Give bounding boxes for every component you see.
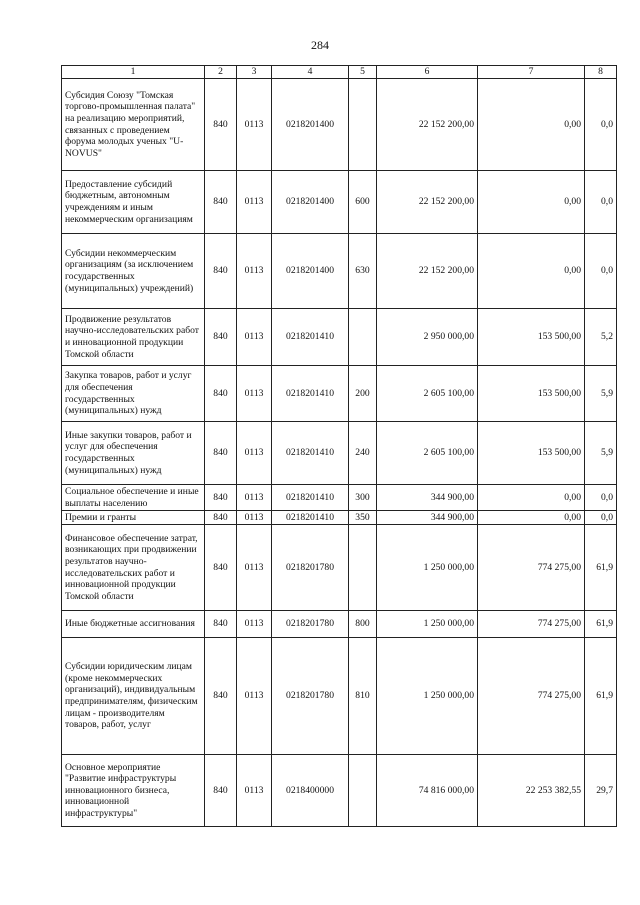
cell-actual-amount: 774 275,00 [478, 525, 585, 611]
cell-percent: 0,0 [585, 171, 617, 234]
row-name: Продвижение результатов научно-исследовательских работ и инновационной продукции Томской области [62, 309, 205, 366]
table-row [62, 366, 617, 422]
cell-percent: 61,9 [585, 611, 617, 638]
row-name: Основное мероприятие "Развитие инфраструктуры инновационного бизнеса, инновационной инфраструктуры" [62, 755, 205, 827]
cell-section: 0113 [237, 422, 272, 485]
table-row [62, 422, 617, 485]
cell-actual-amount: 0,00 [478, 511, 585, 525]
cell-section: 0113 [237, 511, 272, 525]
cell-section: 0113 [237, 309, 272, 366]
cell-percent: 0,0 [585, 234, 617, 309]
row-name: Субсидии юридическим лицам (кроме некоммерческих организаций), индивидуальным предпринимателям, физическим лицам - производителям товаров, работ, услуг [62, 638, 205, 755]
cell-actual-amount: 0,00 [478, 234, 585, 309]
cell-target-article: 0218201400 [272, 79, 349, 171]
cell-percent: 61,9 [585, 638, 617, 755]
cell-ministry: 840 [205, 79, 237, 171]
cell-section: 0113 [237, 525, 272, 611]
cell-expense-type [349, 79, 377, 171]
cell-plan-amount: 344 900,00 [377, 511, 478, 525]
cell-ministry: 840 [205, 485, 237, 511]
cell-ministry: 840 [205, 171, 237, 234]
cell-actual-amount: 153 500,00 [478, 422, 585, 485]
cell-expense-type [349, 755, 377, 827]
cell-ministry: 840 [205, 755, 237, 827]
cell-target-article: 0218400000 [272, 755, 349, 827]
cell-expense-type [349, 525, 377, 611]
cell-actual-amount: 0,00 [478, 79, 585, 171]
page-number: 284 [311, 38, 329, 52]
row-name: Иные бюджетные ассигнования [62, 611, 205, 638]
cell-actual-amount: 0,00 [478, 485, 585, 511]
cell-section: 0113 [237, 638, 272, 755]
table-row [62, 485, 617, 511]
cell-plan-amount: 22 152 200,00 [377, 171, 478, 234]
table-row [62, 611, 617, 638]
cell-expense-type: 800 [349, 611, 377, 638]
column-header-2: 2 [205, 66, 237, 79]
table-row [62, 309, 617, 366]
cell-target-article: 0218201410 [272, 366, 349, 422]
column-header-8: 8 [585, 66, 617, 79]
cell-expense-type: 300 [349, 485, 377, 511]
row-name: Премии и гранты [62, 511, 205, 525]
budget-table [61, 65, 617, 827]
cell-section: 0113 [237, 234, 272, 309]
cell-actual-amount: 153 500,00 [478, 366, 585, 422]
cell-expense-type: 350 [349, 511, 377, 525]
table-row [62, 171, 617, 234]
table-row [62, 638, 617, 755]
cell-percent: 5,9 [585, 366, 617, 422]
cell-actual-amount: 153 500,00 [478, 309, 585, 366]
cell-percent: 5,9 [585, 422, 617, 485]
cell-actual-amount: 774 275,00 [478, 638, 585, 755]
cell-target-article: 0218201400 [272, 234, 349, 309]
column-header-7: 7 [478, 66, 585, 79]
table-row [62, 234, 617, 309]
cell-ministry: 840 [205, 366, 237, 422]
cell-target-article: 0218201780 [272, 638, 349, 755]
cell-expense-type: 200 [349, 366, 377, 422]
cell-target-article: 0218201410 [272, 309, 349, 366]
cell-target-article: 0218201400 [272, 171, 349, 234]
cell-plan-amount: 2 605 100,00 [377, 366, 478, 422]
cell-section: 0113 [237, 755, 272, 827]
cell-percent: 0,0 [585, 79, 617, 171]
cell-plan-amount: 22 152 200,00 [377, 79, 478, 171]
row-name: Субсидия Союзу "Томская торгово-промышленная палата" на реализацию мероприятий, связанных с проведением форума молодых ученых "U-NOVUS" [62, 79, 205, 171]
row-name: Иные закупки товаров, работ и услуг для обеспечения государственных (муниципальных) нужд [62, 422, 205, 485]
cell-percent: 0,0 [585, 485, 617, 511]
cell-section: 0113 [237, 611, 272, 638]
cell-expense-type: 240 [349, 422, 377, 485]
cell-percent: 29,7 [585, 755, 617, 827]
cell-expense-type: 600 [349, 171, 377, 234]
cell-target-article: 0218201410 [272, 511, 349, 525]
cell-percent: 0,0 [585, 511, 617, 525]
cell-ministry: 840 [205, 511, 237, 525]
cell-target-article: 0218201410 [272, 485, 349, 511]
cell-ministry: 840 [205, 525, 237, 611]
table-row [62, 511, 617, 525]
cell-actual-amount: 22 253 382,55 [478, 755, 585, 827]
row-name: Субсидии некоммерческим организациям (за исключением государственных (муниципальных) учреждений) [62, 234, 205, 309]
column-header-5: 5 [349, 66, 377, 79]
cell-target-article: 0218201780 [272, 525, 349, 611]
column-header-6: 6 [377, 66, 478, 79]
row-name: Социальное обеспечение и иные выплаты населению [62, 485, 205, 511]
cell-plan-amount: 74 816 000,00 [377, 755, 478, 827]
cell-ministry: 840 [205, 638, 237, 755]
cell-ministry: 840 [205, 234, 237, 309]
cell-plan-amount: 22 152 200,00 [377, 234, 478, 309]
cell-section: 0113 [237, 171, 272, 234]
table-header-row [62, 66, 617, 79]
cell-ministry: 840 [205, 309, 237, 366]
column-header-4: 4 [272, 66, 349, 79]
cell-plan-amount: 1 250 000,00 [377, 638, 478, 755]
cell-plan-amount: 1 250 000,00 [377, 525, 478, 611]
column-header-3: 3 [237, 66, 272, 79]
cell-ministry: 840 [205, 611, 237, 638]
cell-actual-amount: 774 275,00 [478, 611, 585, 638]
table-row [62, 755, 617, 827]
cell-section: 0113 [237, 79, 272, 171]
cell-percent: 5,2 [585, 309, 617, 366]
cell-plan-amount: 2 605 100,00 [377, 422, 478, 485]
column-header-1: 1 [62, 66, 205, 79]
cell-plan-amount: 1 250 000,00 [377, 611, 478, 638]
cell-percent: 61,9 [585, 525, 617, 611]
cell-target-article: 0218201410 [272, 422, 349, 485]
cell-expense-type: 810 [349, 638, 377, 755]
cell-actual-amount: 0,00 [478, 171, 585, 234]
cell-expense-type: 630 [349, 234, 377, 309]
table-row [62, 525, 617, 611]
cell-plan-amount: 344 900,00 [377, 485, 478, 511]
cell-target-article: 0218201780 [272, 611, 349, 638]
cell-section: 0113 [237, 366, 272, 422]
row-name: Закупка товаров, работ и услуг для обеспечения государственных (муниципальных) нужд [62, 366, 205, 422]
row-name: Финансовое обеспечение затрат, возникающих при продвижении результатов научно-исследовательских работ и инновационной продукции Томской области [62, 525, 205, 611]
cell-section: 0113 [237, 485, 272, 511]
cell-ministry: 840 [205, 422, 237, 485]
cell-plan-amount: 2 950 000,00 [377, 309, 478, 366]
row-name: Предоставление субсидий бюджетным, автономным учреждениям и иным некоммерческим организациям [62, 171, 205, 234]
table-row [62, 79, 617, 171]
cell-expense-type [349, 309, 377, 366]
